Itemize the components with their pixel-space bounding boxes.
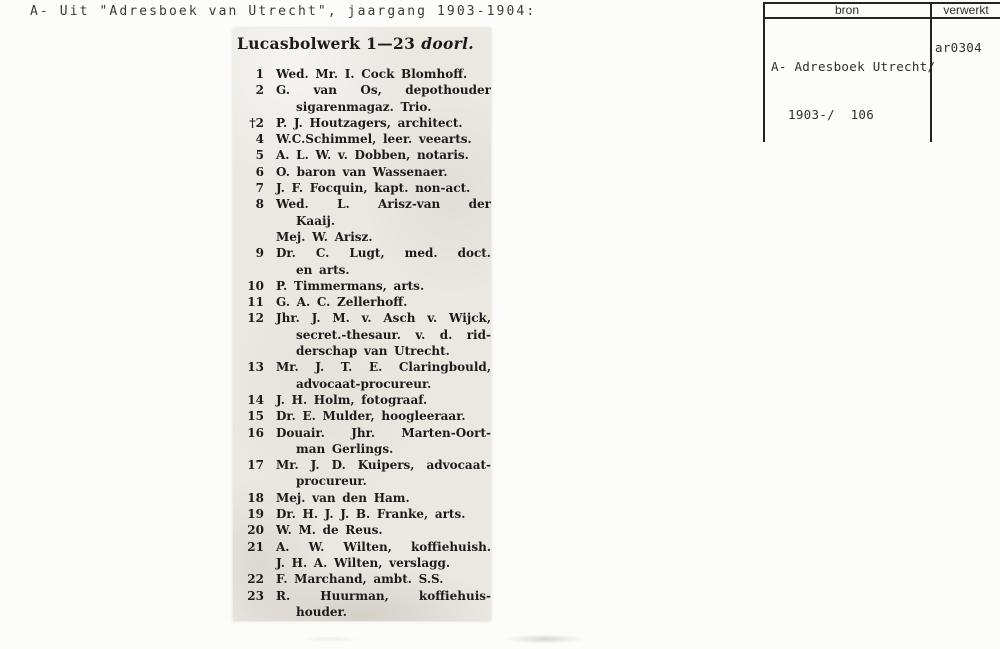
- entry-text: secret.-thesaur. v. d. rid-: [296, 327, 491, 342]
- entry-line: [233, 213, 491, 229]
- entry-line: [233, 245, 491, 261]
- entry-line: [233, 99, 491, 115]
- entry-number: 7: [255, 181, 264, 196]
- entry-number: 12: [247, 311, 264, 326]
- entry-text: W.C.Schimmel, leer. veearts.: [276, 132, 472, 147]
- entry-text: procureur.: [296, 474, 367, 489]
- clipping-title-range: 1—23: [366, 34, 416, 53]
- newspaper-clipping-scan: [233, 28, 491, 621]
- entry-line: [233, 506, 491, 522]
- bron-cell: [771, 27, 935, 139]
- entry-line: [233, 588, 491, 604]
- clipping-title-suffix: doorl.: [421, 34, 474, 53]
- typewriter-source-note: A- Uit "Adresboek van Utrecht", jaargang 1903-1904:: [30, 4, 537, 19]
- entry-text: P. Timmermans, arts.: [276, 278, 425, 293]
- entry-number: 14: [247, 392, 264, 407]
- entry-text: houder.: [296, 604, 347, 619]
- entry-number: 9: [255, 246, 264, 261]
- entry-number: 15: [247, 409, 264, 424]
- entry-text: Mej. W. Arisz.: [276, 229, 373, 244]
- table-header-separator: [763, 17, 1000, 19]
- entry-number: [233, 473, 276, 489]
- entry-number: 16: [247, 425, 264, 440]
- entry-line: [233, 278, 491, 294]
- entry-number: 21: [247, 539, 264, 554]
- scan-smudge: [300, 636, 360, 642]
- entry-text: P. J. Houtzagers, architect.: [276, 115, 463, 130]
- entry-line: [233, 457, 491, 473]
- entry-text: R. Huurman, koffiehuis-: [276, 588, 491, 603]
- entry-number: 5: [255, 148, 264, 163]
- entry-line: [233, 82, 491, 98]
- entry-text: Dr. E. Mulder, hoogleeraar.: [276, 409, 466, 424]
- entry-line: [233, 196, 491, 212]
- entry-text: en arts.: [296, 262, 350, 277]
- entry-number: [233, 99, 276, 115]
- entry-line: [233, 229, 491, 245]
- entry-text: Dr. C. Lugt, med. doct.: [276, 246, 491, 261]
- entry-line: [233, 408, 491, 424]
- entry-text: Douair. Jhr. Marten-Oort-: [276, 425, 491, 440]
- entry-number: [233, 327, 276, 343]
- column-header-verwerkt: verwerkt: [943, 3, 989, 17]
- table-left-border: [763, 2, 765, 142]
- entry-text: O. baron van Wassenaer.: [276, 164, 448, 179]
- entry-text: derschap van Utrecht.: [296, 344, 450, 359]
- entry-text: G. van Os, depothouder: [276, 83, 491, 98]
- entry-number: [233, 441, 276, 457]
- entry-line: [233, 376, 491, 392]
- bron-cell-line2: 1903-/ 106: [788, 107, 875, 122]
- entry-line: [233, 115, 491, 131]
- entry-number: [233, 343, 276, 359]
- entry-number: 18: [247, 490, 264, 505]
- entry-text: Jhr. J. M. v. Asch v. Wijck,: [276, 311, 491, 326]
- entry-number: [233, 555, 276, 571]
- entry-text: G. A. C. Zellerhoff.: [276, 295, 408, 310]
- entry-number: †2: [249, 115, 264, 130]
- entry-line: [233, 522, 491, 538]
- entry-text: man Gerlings.: [296, 441, 394, 456]
- entry-line: [233, 66, 491, 82]
- entry-number: 11: [247, 295, 264, 310]
- entry-line: [233, 425, 491, 441]
- entry-text: Dr. H. J. J. B. Franke, arts.: [276, 507, 466, 522]
- verwerkt-cell: ar0304: [935, 40, 982, 55]
- entry-number: [233, 229, 276, 245]
- entry-line: [233, 490, 491, 506]
- entry-text: Wed. L. Arisz-van der: [276, 197, 491, 212]
- entry-line: [233, 539, 491, 555]
- entry-number: 6: [255, 164, 264, 179]
- entry-number: 17: [247, 458, 264, 473]
- entry-number: [233, 376, 276, 392]
- entry-line: [233, 164, 491, 180]
- entry-number: 4: [255, 132, 264, 147]
- entry-text: J. H. Holm, fotograaf.: [276, 392, 428, 407]
- entry-text: W. M. de Reus.: [276, 523, 383, 538]
- entry-number: 8: [255, 197, 264, 212]
- entry-line: [233, 147, 491, 163]
- entry-number: 2: [255, 83, 264, 98]
- entry-line: [233, 180, 491, 196]
- entry-number: 23: [247, 588, 264, 603]
- entry-line: [233, 343, 491, 359]
- entry-text: J. F. Focquin, kapt. non-act.: [276, 181, 471, 196]
- entry-text: Wed. Mr. I. Cock Blomhoff.: [276, 67, 468, 81]
- entry-line: [233, 604, 491, 620]
- entry-number: [233, 213, 276, 229]
- entry-text: advocaat-procureur.: [296, 376, 432, 391]
- entry-text: Mr. J. T. E. Claringbould,: [276, 360, 491, 375]
- entry-text: Mr. J. D. Kuipers, advocaat-: [276, 458, 491, 473]
- entry-text: Mej. van den Ham.: [276, 490, 410, 505]
- entry-line: [233, 359, 491, 375]
- entry-line: [233, 473, 491, 489]
- bron-cell-line1: A- Adresboek Utrecht/: [771, 59, 936, 74]
- entry-text: J. H. A. Wilten, verslagg.: [276, 555, 451, 570]
- entry-line: [233, 441, 491, 457]
- entry-line: [233, 571, 491, 587]
- entry-line: [233, 327, 491, 343]
- entry-number: 13: [247, 360, 264, 375]
- clipping-entries: [233, 66, 491, 620]
- entry-line: [233, 131, 491, 147]
- entry-number: 22: [247, 572, 264, 587]
- column-header-bron: bron: [834, 3, 860, 17]
- entry-text: A. W. Wilten, koffiehuish.: [276, 539, 491, 554]
- entry-number: [233, 604, 276, 620]
- entry-number: 10: [247, 278, 264, 293]
- entry-text: F. Marchand, ambt. S.S.: [276, 572, 444, 587]
- entry-text: A. L. W. v. Dobben, notaris.: [276, 148, 469, 163]
- entry-number: 1: [255, 67, 264, 81]
- entry-line: [233, 262, 491, 278]
- scan-smudge: [505, 634, 585, 644]
- entry-number: 19: [247, 507, 264, 522]
- entry-line: [233, 294, 491, 310]
- entry-number: 20: [247, 523, 264, 538]
- entry-line: [233, 310, 491, 326]
- entry-text: Kaaij.: [296, 213, 336, 228]
- entry-line: [233, 555, 491, 571]
- entry-line: [233, 392, 491, 408]
- clipping-title: [237, 34, 491, 53]
- entry-text: sigarenmagaz. Trio.: [296, 99, 432, 114]
- clipping-title-street: Lucasbolwerk: [237, 34, 361, 53]
- entry-number: [233, 262, 276, 278]
